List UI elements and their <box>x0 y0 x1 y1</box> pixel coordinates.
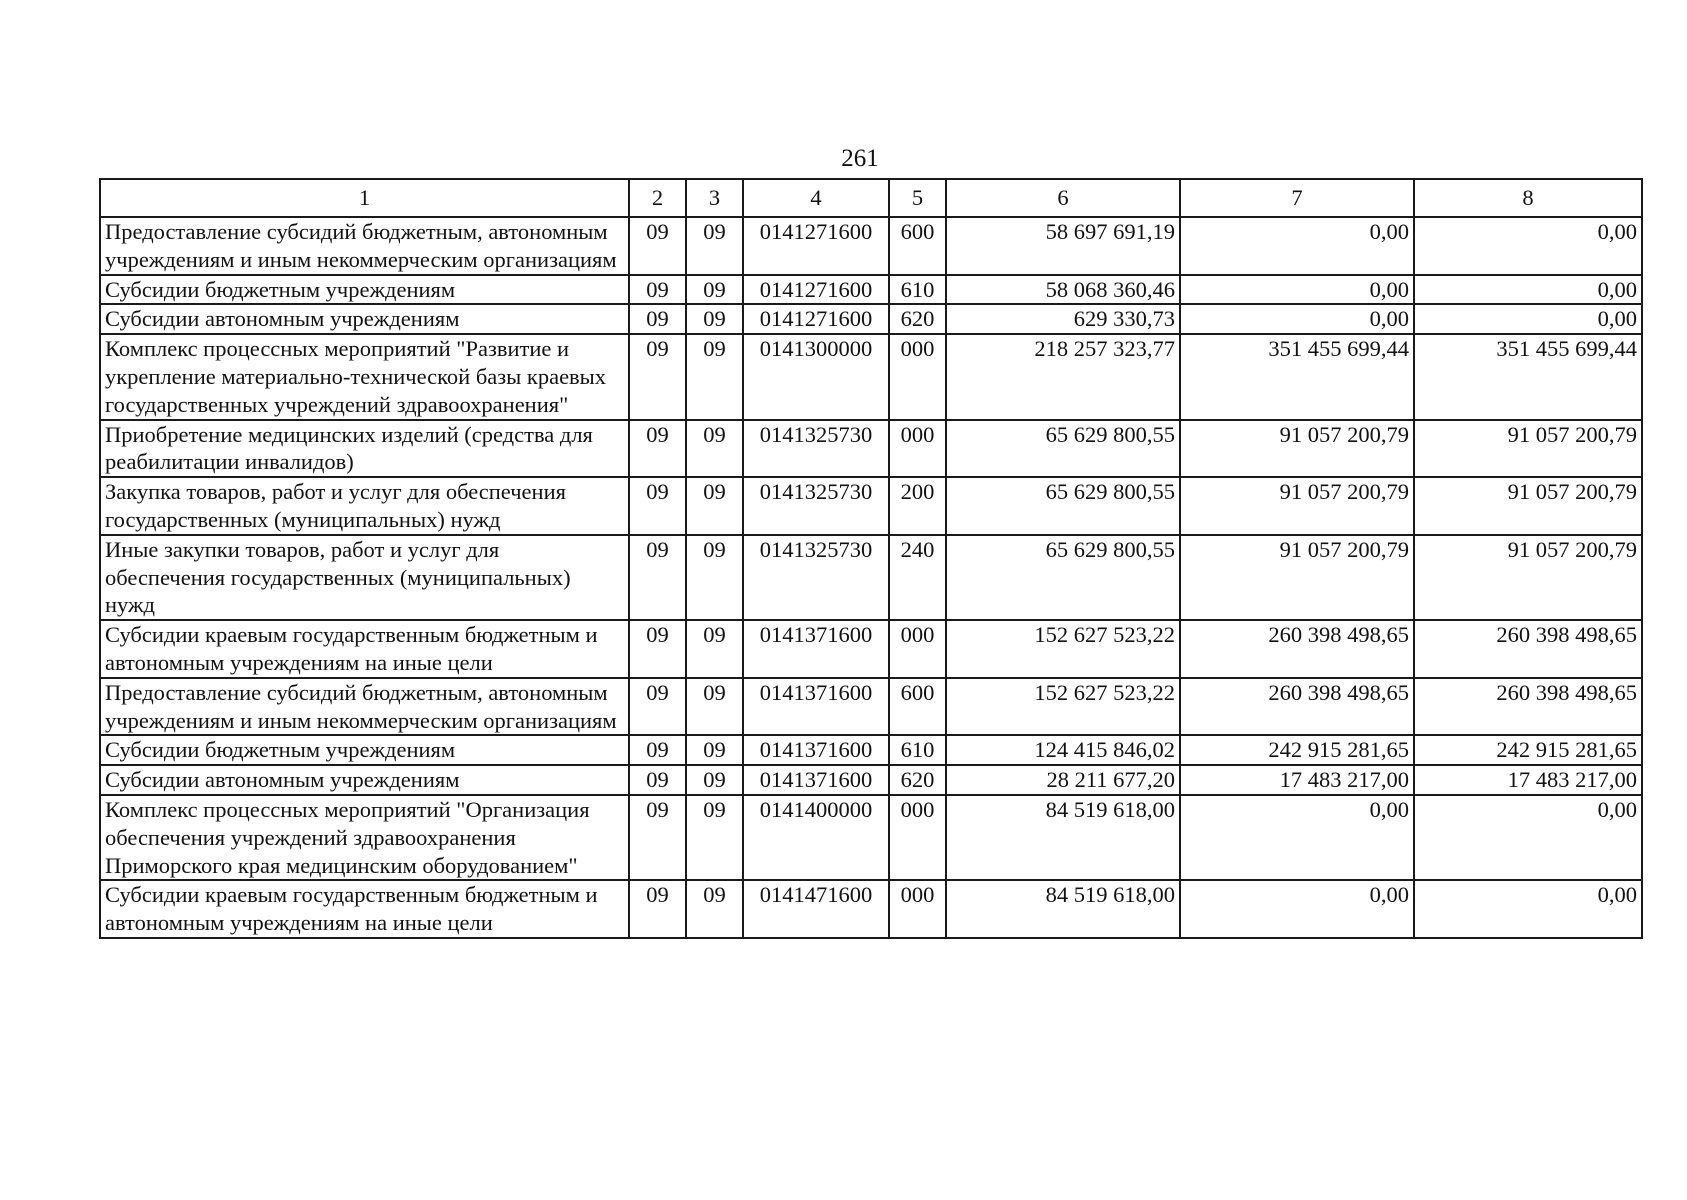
cell-col-3: 09 <box>686 678 743 736</box>
cell-col-7: 0,00 <box>1180 304 1414 334</box>
row-name: Субсидии бюджетным учреждениям <box>100 275 629 305</box>
budget-table <box>99 178 1643 939</box>
cell-col-2: 09 <box>629 535 686 620</box>
cell-col-7: 91 057 200,79 <box>1180 477 1414 535</box>
cell-col-3: 09 <box>686 735 743 765</box>
cell-col-6: 58 697 691,19 <box>946 217 1180 275</box>
cell-col-6: 84 519 618,00 <box>946 795 1180 880</box>
cell-col-8: 242 915 281,65 <box>1414 735 1642 765</box>
cell-col-3: 09 <box>686 334 743 419</box>
cell-col-8: 91 057 200,79 <box>1414 535 1642 620</box>
row-name: Комплекс процессных мероприятий "Развитие и укрепление материально-технической базы краевых государственных учреждений здравоохранения" <box>100 334 629 419</box>
cell-col-7: 0,00 <box>1180 795 1414 880</box>
column-header: 8 <box>1414 179 1642 217</box>
cell-col-3: 09 <box>686 765 743 795</box>
row-name: Предоставление субсидий бюджетным, автономным учреждениям и иным некоммерческим организациям <box>100 678 629 736</box>
cell-col-6: 28 211 677,20 <box>946 765 1180 795</box>
cell-col-3: 09 <box>686 304 743 334</box>
cell-col-4: 0141371600 <box>743 678 889 736</box>
cell-col-5: 000 <box>889 795 946 880</box>
cell-col-4: 0141371600 <box>743 765 889 795</box>
cell-col-8: 260 398 498,65 <box>1414 620 1642 678</box>
cell-col-6: 218 257 323,77 <box>946 334 1180 419</box>
cell-col-8: 260 398 498,65 <box>1414 678 1642 736</box>
cell-col-4: 0141271600 <box>743 304 889 334</box>
row-name: Субсидии краевым государственным бюджетным и автономным учреждениям на иные цели <box>100 880 629 938</box>
row-name: Комплекс процессных мероприятий "Организация обеспечения учреждений здравоохранения Приморского края медицинским оборудованием" <box>100 795 629 880</box>
cell-col-3: 09 <box>686 217 743 275</box>
cell-col-6: 124 415 846,02 <box>946 735 1180 765</box>
cell-col-7: 260 398 498,65 <box>1180 620 1414 678</box>
cell-col-8: 351 455 699,44 <box>1414 334 1642 419</box>
cell-col-6: 84 519 618,00 <box>946 880 1180 938</box>
row-name: Субсидии краевым государственным бюджетным и автономным учреждениям на иные цели <box>100 620 629 678</box>
table-row <box>100 620 1642 678</box>
table-row <box>100 217 1642 275</box>
column-header: 7 <box>1180 179 1414 217</box>
cell-col-2: 09 <box>629 334 686 419</box>
header-row <box>100 179 1642 217</box>
cell-col-8: 91 057 200,79 <box>1414 477 1642 535</box>
row-name: Субсидии автономным учреждениям <box>100 765 629 795</box>
cell-col-6: 65 629 800,55 <box>946 477 1180 535</box>
cell-col-4: 0141400000 <box>743 795 889 880</box>
cell-col-5: 600 <box>889 678 946 736</box>
cell-col-2: 09 <box>629 477 686 535</box>
cell-col-6: 65 629 800,55 <box>946 420 1180 478</box>
row-name: Субсидии автономным учреждениям <box>100 304 629 334</box>
cell-col-7: 242 915 281,65 <box>1180 735 1414 765</box>
cell-col-7: 17 483 217,00 <box>1180 765 1414 795</box>
cell-col-8: 0,00 <box>1414 304 1642 334</box>
cell-col-4: 0141325730 <box>743 477 889 535</box>
cell-col-6: 58 068 360,46 <box>946 275 1180 305</box>
cell-col-5: 240 <box>889 535 946 620</box>
cell-col-7: 260 398 498,65 <box>1180 678 1414 736</box>
cell-col-5: 000 <box>889 880 946 938</box>
cell-col-7: 91 057 200,79 <box>1180 535 1414 620</box>
cell-col-3: 09 <box>686 535 743 620</box>
cell-col-4: 0141271600 <box>743 275 889 305</box>
cell-col-8: 0,00 <box>1414 217 1642 275</box>
cell-col-8: 91 057 200,79 <box>1414 420 1642 478</box>
cell-col-8: 17 483 217,00 <box>1414 765 1642 795</box>
page-number: 261 <box>841 145 879 172</box>
cell-col-5: 600 <box>889 217 946 275</box>
cell-col-5: 610 <box>889 275 946 305</box>
column-header: 6 <box>946 179 1180 217</box>
cell-col-6: 629 330,73 <box>946 304 1180 334</box>
cell-col-3: 09 <box>686 420 743 478</box>
cell-col-8: 0,00 <box>1414 880 1642 938</box>
cell-col-2: 09 <box>629 765 686 795</box>
cell-col-8: 0,00 <box>1414 795 1642 880</box>
table-row <box>100 735 1642 765</box>
cell-col-7: 91 057 200,79 <box>1180 420 1414 478</box>
cell-col-5: 000 <box>889 334 946 419</box>
column-header: 1 <box>100 179 629 217</box>
cell-col-4: 0141271600 <box>743 217 889 275</box>
column-header: 3 <box>686 179 743 217</box>
column-header: 4 <box>743 179 889 217</box>
cell-col-2: 09 <box>629 735 686 765</box>
cell-col-2: 09 <box>629 275 686 305</box>
cell-col-8: 0,00 <box>1414 275 1642 305</box>
cell-col-5: 000 <box>889 420 946 478</box>
cell-col-3: 09 <box>686 880 743 938</box>
cell-col-7: 0,00 <box>1180 880 1414 938</box>
cell-col-3: 09 <box>686 477 743 535</box>
row-name: Предоставление субсидий бюджетным, автономным учреждениям и иным некоммерческим организациям <box>100 217 629 275</box>
cell-col-2: 09 <box>629 678 686 736</box>
cell-col-2: 09 <box>629 880 686 938</box>
table-row <box>100 880 1642 938</box>
table-row <box>100 477 1642 535</box>
cell-col-2: 09 <box>629 217 686 275</box>
table-row <box>100 795 1642 880</box>
cell-col-5: 200 <box>889 477 946 535</box>
cell-col-2: 09 <box>629 304 686 334</box>
cell-col-4: 0141371600 <box>743 735 889 765</box>
cell-col-7: 0,00 <box>1180 217 1414 275</box>
cell-col-7: 351 455 699,44 <box>1180 334 1414 419</box>
cell-col-5: 620 <box>889 765 946 795</box>
cell-col-6: 152 627 523,22 <box>946 678 1180 736</box>
cell-col-7: 0,00 <box>1180 275 1414 305</box>
cell-col-5: 610 <box>889 735 946 765</box>
cell-col-3: 09 <box>686 275 743 305</box>
table-row <box>100 535 1642 620</box>
cell-col-3: 09 <box>686 620 743 678</box>
cell-col-2: 09 <box>629 620 686 678</box>
column-header: 2 <box>629 179 686 217</box>
cell-col-4: 0141300000 <box>743 334 889 419</box>
cell-col-6: 65 629 800,55 <box>946 535 1180 620</box>
column-header: 5 <box>889 179 946 217</box>
cell-col-2: 09 <box>629 795 686 880</box>
cell-col-4: 0141325730 <box>743 535 889 620</box>
cell-col-3: 09 <box>686 795 743 880</box>
cell-col-5: 620 <box>889 304 946 334</box>
cell-col-4: 0141371600 <box>743 620 889 678</box>
table-row <box>100 420 1642 478</box>
table-row <box>100 765 1642 795</box>
cell-col-6: 152 627 523,22 <box>946 620 1180 678</box>
cell-col-2: 09 <box>629 420 686 478</box>
table-row <box>100 275 1642 305</box>
row-name: Приобретение медицинских изделий (средства для реабилитации инвалидов) <box>100 420 629 478</box>
table-row <box>100 304 1642 334</box>
table-row <box>100 334 1642 419</box>
row-name: Закупка товаров, работ и услуг для обеспечения государственных (муниципальных) нужд <box>100 477 629 535</box>
row-name: Иные закупки товаров, работ и услуг для обеспечения государственных (муниципальных) нужд <box>100 535 629 620</box>
table-row <box>100 678 1642 736</box>
cell-col-4: 0141325730 <box>743 420 889 478</box>
cell-col-5: 000 <box>889 620 946 678</box>
cell-col-4: 0141471600 <box>743 880 889 938</box>
row-name: Субсидии бюджетным учреждениям <box>100 735 629 765</box>
